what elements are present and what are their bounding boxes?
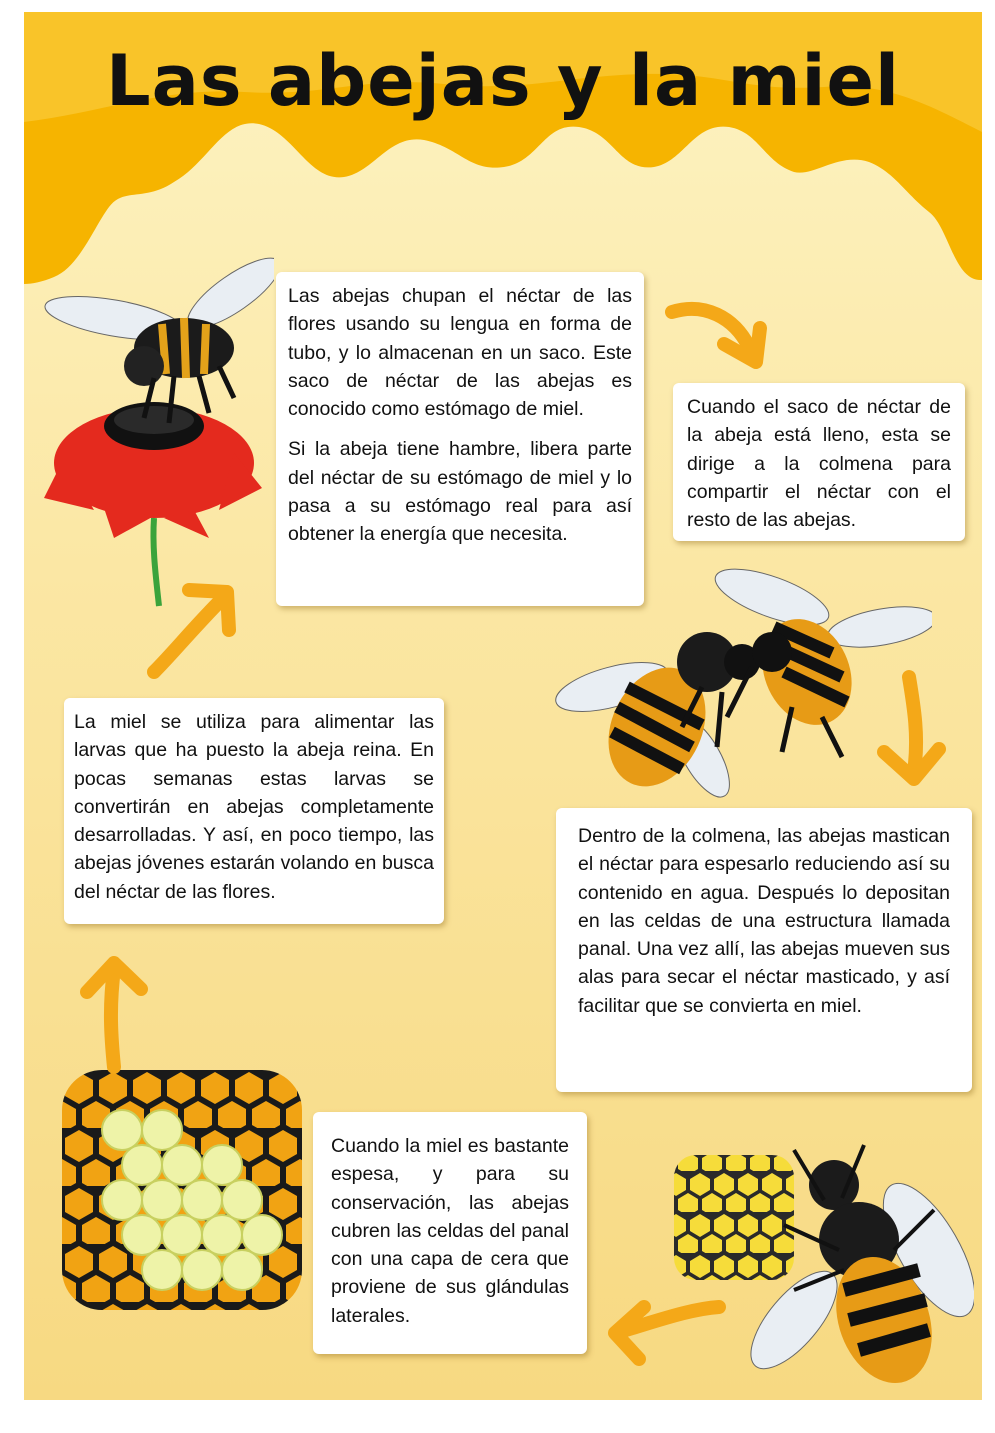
step-text: Dentro de la colmena, las abejas mastican el néctar para espesarlo reduciendo así su contenido en agua. Después lo depositan en las celdas de una estructura llamada panal. Una vez allí, las abejas mueven sus alas para secar el néctar masticado, y así facilitar que se convierta en miel. <box>578 825 950 1017</box>
step-text: Si la abeja tiene hambre, libera parte del néctar de su estómago de miel y lo pasa a su estómago real para así obtener la energía que necesita. <box>288 438 632 546</box>
step-box-feeding-larvae <box>64 698 444 924</box>
step-text: Cuando el saco de néctar de la abeja está lleno, esta se dirige a la colmena para compartir el néctar con el resto de las abejas. <box>687 396 951 532</box>
honeycomb-illustration <box>62 1070 302 1310</box>
arrow-icon <box>869 667 949 797</box>
poster <box>24 12 982 1400</box>
step-box-making-honey <box>556 808 972 1092</box>
step-box-return-to-hive <box>673 383 965 541</box>
arrow-icon <box>599 1287 729 1377</box>
step-text: Cuando la miel es bastante espesa, y para su conservación, las abejas cubren las celdas del panal con una capa de cera que proviene de sus glándulas laterales. <box>331 1135 569 1327</box>
step-box-nectar-collection <box>276 272 644 606</box>
step-text: Las abejas chupan el néctar de las flores usando su lengua en forma de tubo, y lo almacenan en un saco. Este saco de néctar de las abejas es conocido como estómago de miel. <box>288 285 632 421</box>
step-box-sealing-cells <box>313 1112 587 1354</box>
arrow-icon <box>139 572 249 682</box>
arrow-icon <box>69 947 159 1077</box>
step-text: La miel se utiliza para alimentar las larvas que ha puesto la abeja reina. En pocas semanas estas larvas se convertirán en abejas completamente desarrolladas. Y así, en poco tiempo, las abejas jóvenes estarán volando en busca del néctar de las flores. <box>74 711 434 903</box>
bee-on-flower-illustration <box>34 248 274 608</box>
arrow-icon <box>664 292 774 372</box>
page-title: Las abejas y la miel <box>106 40 900 122</box>
